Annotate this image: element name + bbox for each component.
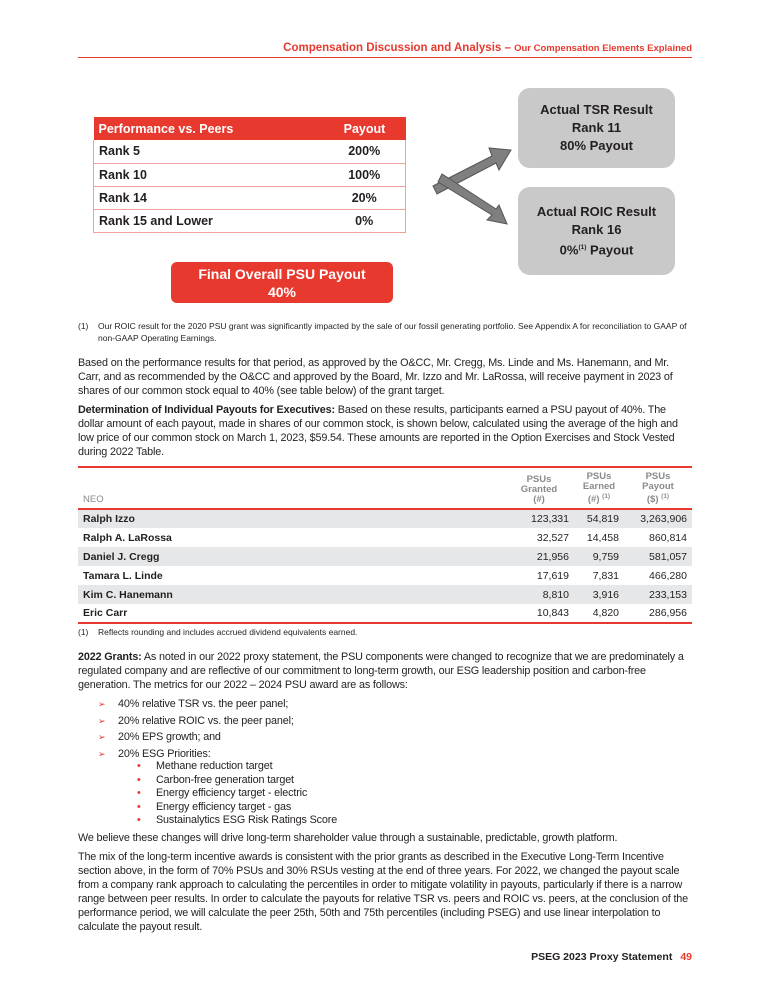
footnote-number: (1)	[78, 321, 89, 331]
table-row	[78, 604, 692, 623]
cell-value: 233,153	[624, 585, 692, 604]
cell-value: 581,057	[624, 547, 692, 566]
cell-value: 860,814	[649, 531, 687, 544]
paragraph-belief: We believe these changes will drive long-term shareholder value through a sustainable, predictable, growth platform.	[78, 832, 618, 844]
footnote-text: Our ROIC result for the 2020 PSU grant was significantly impacted by the sale of our fossil generating portfolio. See Appendix A for reconciliation to GAAP of non-GAAP Operating Earnings.	[98, 321, 687, 343]
cell-value: 3,916	[574, 585, 624, 604]
list-item	[116, 787, 694, 801]
list-item-text: Carbon-free generation target	[156, 773, 294, 786]
bullet-icon: •	[137, 814, 141, 826]
paragraph-2022-grants	[78, 650, 694, 692]
footnote-ref: (1)	[661, 493, 670, 500]
footnote-text: Reflects rounding and includes accrued dividend equivalents earned.	[98, 627, 358, 637]
list-item-text: Methane reduction target	[156, 760, 273, 772]
arrows-diagram	[420, 110, 520, 230]
list-item	[116, 760, 694, 774]
paragraph-text: Based on these results, participants earned a PSU payout of 40%. The dollar amount of each payout, made in shares of our common stock, is shown below, calculated using the average of the high and low price of our common stock on March 1, 2023, $59.54. These amounts are reported in the Option Exercises and Stock Vested during 2022 Table.	[78, 404, 678, 458]
table-row	[94, 209, 406, 232]
metrics-list	[78, 696, 694, 828]
table-row	[78, 528, 692, 547]
cell: Rank 10	[94, 163, 324, 186]
paragraph-determination	[78, 403, 694, 459]
bullet-icon: •	[137, 760, 141, 772]
cell: 0%	[323, 209, 405, 232]
h: Earned	[582, 481, 616, 492]
col-header: Performance vs. Peers	[94, 117, 324, 140]
header-title: Compensation Discussion and Analysis –	[283, 42, 511, 54]
neo-payout-table	[78, 466, 692, 624]
neo-name: Kim C. Hanemann	[78, 585, 504, 604]
cell: 20%	[323, 186, 405, 209]
bullet-icon: •	[137, 787, 141, 799]
footnote-rounding	[78, 626, 692, 638]
table-row	[94, 186, 406, 209]
cell: Rank 5	[94, 140, 324, 163]
h: PSUs	[526, 474, 552, 486]
cell-value: 7,831	[592, 569, 619, 582]
tsr-rank: Rank 11	[571, 120, 622, 135]
list-item	[116, 801, 694, 815]
arrow-bullet-icon: ➢	[98, 748, 106, 759]
cell-value: 123,331	[504, 509, 574, 528]
final-value: 40%	[267, 284, 297, 300]
paragraph-text: As noted in our 2022 proxy statement, the PSU components were changed to recognize that we are predominately a regulated company and are reflective of our commitment to long-term growth, our ESG leadership position and carbon-free generation. The metrics for our 2022 – 2024 PSU award are as follows:	[78, 651, 684, 691]
h: Granted	[520, 484, 558, 496]
cell-value: 17,619	[536, 569, 569, 582]
table-row	[78, 566, 692, 585]
bullet-icon: •	[137, 800, 141, 813]
arrow-up-right-icon	[433, 148, 511, 194]
footer-label: PSEG 2023 Proxy Statement	[531, 951, 673, 963]
h: (#)	[587, 494, 600, 506]
cell-value: 32,527	[536, 531, 569, 544]
roic-payout-label: Payout	[586, 242, 634, 258]
neo-name: Daniel J. Cregg	[78, 547, 504, 566]
table-row	[78, 585, 692, 604]
col-header: Payout	[323, 117, 405, 140]
paragraph-lead: Determination of Individual Payouts for Executives:	[78, 404, 335, 416]
page-number: 49	[680, 951, 692, 963]
roic-rank: Rank 16	[571, 221, 622, 237]
bullet-icon: •	[137, 773, 141, 786]
paragraph-lead: 2022 Grants:	[78, 651, 142, 663]
list-item-text: Energy efficiency target - gas	[156, 800, 292, 813]
footnote-roic	[78, 320, 692, 344]
cell: Rank 14	[94, 186, 324, 209]
cell: 200%	[323, 140, 405, 163]
cell: Rank 15 and Lower	[94, 209, 324, 232]
h: PSUs	[586, 471, 612, 482]
roic-payout-value: 0%	[559, 242, 579, 258]
list-item-text: 20% relative ROIC vs. the peer panel;	[118, 714, 294, 727]
paragraph-performance: Based on the performance results for that period, as approved by the O&CC, Mr. Cregg, Ms. Linde and Ms. Hanemann, and Mr. Carr, and as recommended by the O&CC and approved by the Board, Mr. Izzo and Mr. LaRossa, will receive payment in 2023 of shares of our common stock equal to 40% (see table below) of the grant target.	[78, 357, 673, 397]
roic-payout	[518, 239, 675, 259]
final-payout-box	[171, 262, 393, 303]
h: ($)	[646, 494, 659, 506]
list-item	[116, 814, 694, 828]
footnote-ref: (1)	[578, 243, 587, 251]
h: Payout	[642, 481, 674, 492]
arrow-down-right-icon	[438, 174, 507, 224]
list-item	[78, 729, 694, 746]
final-title: Final Overall PSU Payout	[198, 266, 366, 282]
page-header	[78, 42, 692, 58]
list-item-text: 20% ESG Priorities:	[118, 747, 211, 760]
table-row	[78, 509, 692, 528]
col-header-earned	[574, 467, 624, 509]
arrow-bullet-icon: ➢	[98, 699, 106, 709]
cell-value: 4,820	[592, 607, 619, 620]
cell: 100%	[323, 163, 405, 186]
list-item-text: 20% EPS growth; and	[118, 731, 221, 743]
cell-value: 21,956	[504, 547, 574, 566]
neo-name: Ralph Izzo	[78, 509, 504, 528]
page-footer	[531, 951, 692, 963]
neo-name: Ralph A. LaRossa	[83, 531, 172, 544]
tsr-title: Actual TSR Result	[540, 102, 653, 117]
neo-name: Tamara L. Linde	[83, 569, 163, 582]
col-header-neo: NEO	[78, 467, 504, 509]
paragraph-mix: The mix of the long-term incentive awards is consistent with the prior grants as described in the Executive Long-Term Incentive section above, in the form of 70% PSUs and 30% RSUs vesting at the end of three years. For 2022, we changed the payout scale from a company rank approach to calculating the percentiles in order to mitigate volatility in payouts, particularly if there is a narrow range between peer results. In order to calculate the payouts for relative TSR vs. peers and ROIC vs. peers, at the conclusion of the performance period, we will calculate the peer 25th, 50th and 75th percentiles (including PSEG) and use linear interpolation to calculate the payout result.	[78, 851, 689, 933]
tsr-payout: 80% Payout	[560, 138, 633, 153]
list-item	[78, 713, 694, 730]
cell-value: 9,759	[574, 547, 624, 566]
header-subtitle: Our Compensation Elements Explained	[514, 43, 692, 54]
list-item	[78, 696, 694, 713]
col-header-granted	[504, 467, 574, 509]
list-item-text: Energy efficiency target - electric	[156, 787, 308, 799]
cell-value: 466,280	[649, 569, 687, 582]
h: PSUs	[645, 471, 671, 482]
tsr-result-box	[518, 88, 675, 168]
table-row	[94, 140, 406, 163]
table-row	[94, 163, 406, 186]
list-item-text: 40% relative TSR vs. the peer panel;	[118, 698, 289, 710]
arrow-bullet-icon: ➢	[98, 715, 106, 726]
rank-payout-table	[93, 117, 406, 233]
list-item-text: Sustainalytics ESG Risk Ratings Score	[156, 814, 338, 826]
cell-value: 286,956	[649, 607, 687, 620]
footnote-number: (1)	[78, 627, 89, 637]
arrow-bullet-icon: ➢	[98, 732, 106, 742]
roic-title: Actual ROIC Result	[536, 203, 657, 219]
cell-value: 3,263,906	[624, 509, 692, 528]
table-row	[78, 547, 692, 566]
list-item	[116, 774, 694, 788]
h: (#)	[533, 494, 545, 506]
cell-value: 10,843	[536, 607, 569, 620]
neo-name: Eric Carr	[83, 607, 128, 620]
footnote-ref: (1)	[602, 493, 611, 500]
cell-value: 8,810	[504, 585, 574, 604]
col-header-payout	[624, 467, 692, 509]
roic-result-box	[518, 187, 675, 275]
cell-value: 54,819	[574, 509, 624, 528]
cell-value: 14,458	[586, 531, 619, 544]
